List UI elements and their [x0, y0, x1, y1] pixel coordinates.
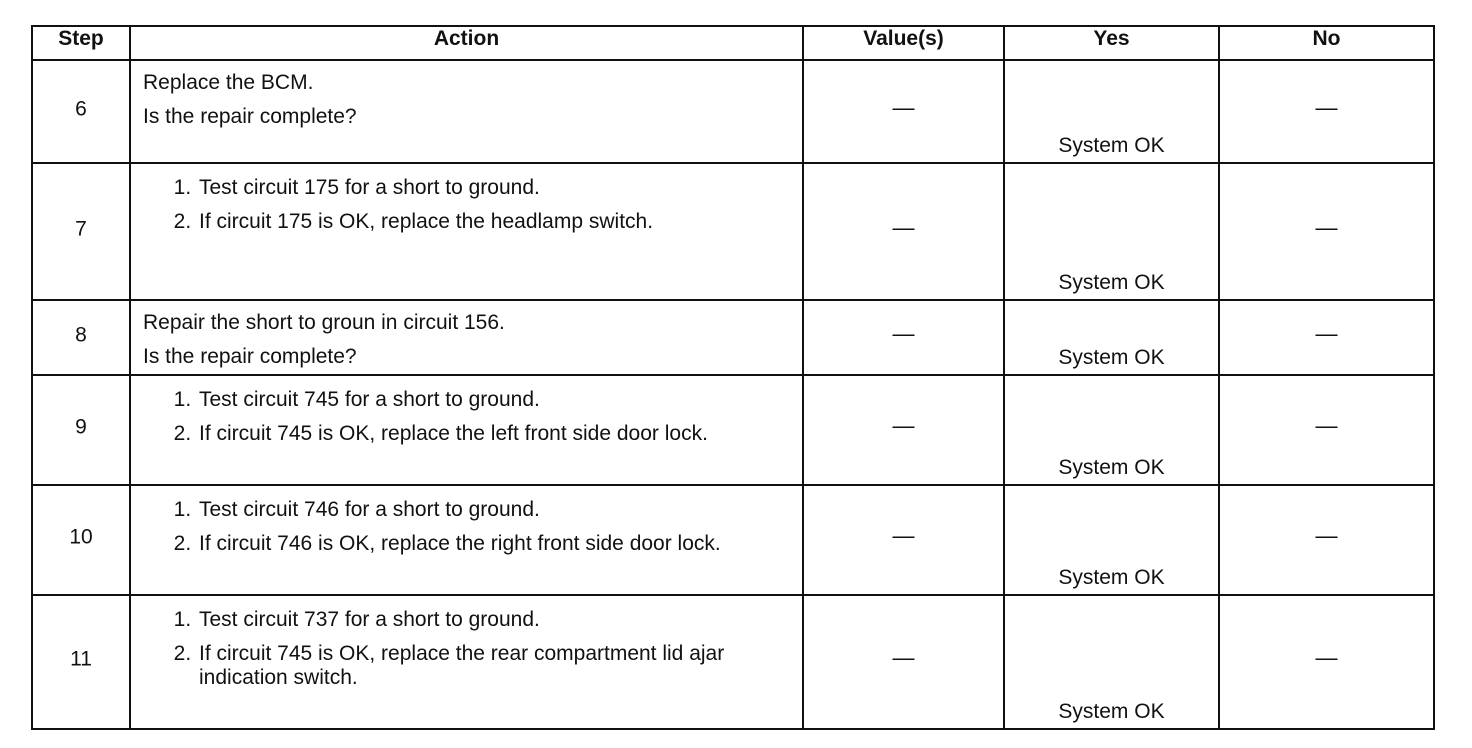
header-values: Value(s): [803, 26, 1004, 60]
header-yes: Yes: [1004, 26, 1219, 60]
values-cell: —: [803, 300, 1004, 375]
action-text: Is the repair complete?: [143, 345, 357, 368]
action-item: 1. Test circuit 746 for a short to ground.: [197, 498, 802, 522]
action-cell: [130, 485, 803, 595]
step-cell: 10: [32, 485, 130, 595]
diagnostic-table: [31, 25, 1435, 730]
action-list: [131, 498, 802, 556]
table-row: [32, 60, 1434, 163]
action-item: 1. Test circuit 745 for a short to ground.: [197, 388, 802, 412]
action-list: [131, 176, 802, 234]
action-item: 2. If circuit 175 is OK, replace the headlamp switch.: [197, 210, 802, 234]
no-cell: —: [1219, 60, 1434, 163]
yes-cell: System OK: [1004, 595, 1219, 729]
action-cell: [130, 595, 803, 729]
step-cell: 9: [32, 375, 130, 485]
yes-cell: System OK: [1004, 300, 1219, 375]
action-cell: [130, 163, 803, 300]
yes-cell: System OK: [1004, 163, 1219, 300]
action-item: 1. Test circuit 175 for a short to ground.: [197, 176, 802, 200]
values-cell: —: [803, 163, 1004, 300]
header-row: [32, 26, 1434, 60]
action-cell: [130, 375, 803, 485]
table-row: [32, 595, 1434, 729]
action-list: [131, 608, 802, 690]
action-item: 1. Test circuit 737 for a short to ground.: [197, 608, 802, 632]
action-cell: [130, 60, 803, 163]
values-cell: —: [803, 485, 1004, 595]
header-step: Step: [32, 26, 130, 60]
action-item: 2. If circuit 746 is OK, replace the right front side door lock.: [197, 532, 802, 556]
yes-cell: System OK: [1004, 485, 1219, 595]
action-item: 2. If circuit 745 is OK, replace the left front side door lock.: [197, 422, 802, 446]
yes-cell: System OK: [1004, 375, 1219, 485]
table-row: [32, 163, 1434, 300]
action-item: 2. If circuit 745 is OK, replace the rear compartment lid ajar indication switch.: [197, 642, 802, 690]
action-list: [131, 388, 802, 446]
yes-cell: System OK: [1004, 60, 1219, 163]
no-cell: —: [1219, 300, 1434, 375]
step-cell: 11: [32, 595, 130, 729]
step-cell: 6: [32, 60, 130, 163]
values-cell: —: [803, 375, 1004, 485]
action-text: Replace the BCM.: [143, 71, 314, 94]
no-cell: —: [1219, 595, 1434, 729]
no-cell: —: [1219, 163, 1434, 300]
action-text: Is the repair complete?: [143, 105, 357, 128]
table-row: [32, 300, 1434, 375]
action-text: Repair the short to groun in circuit 156.: [143, 311, 505, 334]
table-row: [32, 375, 1434, 485]
values-cell: —: [803, 60, 1004, 163]
header-no: No: [1219, 26, 1434, 60]
table-row: [32, 485, 1434, 595]
action-cell: [130, 300, 803, 375]
values-cell: —: [803, 595, 1004, 729]
step-cell: 7: [32, 163, 130, 300]
no-cell: —: [1219, 375, 1434, 485]
header-action: Action: [130, 26, 803, 60]
step-cell: 8: [32, 300, 130, 375]
no-cell: —: [1219, 485, 1434, 595]
